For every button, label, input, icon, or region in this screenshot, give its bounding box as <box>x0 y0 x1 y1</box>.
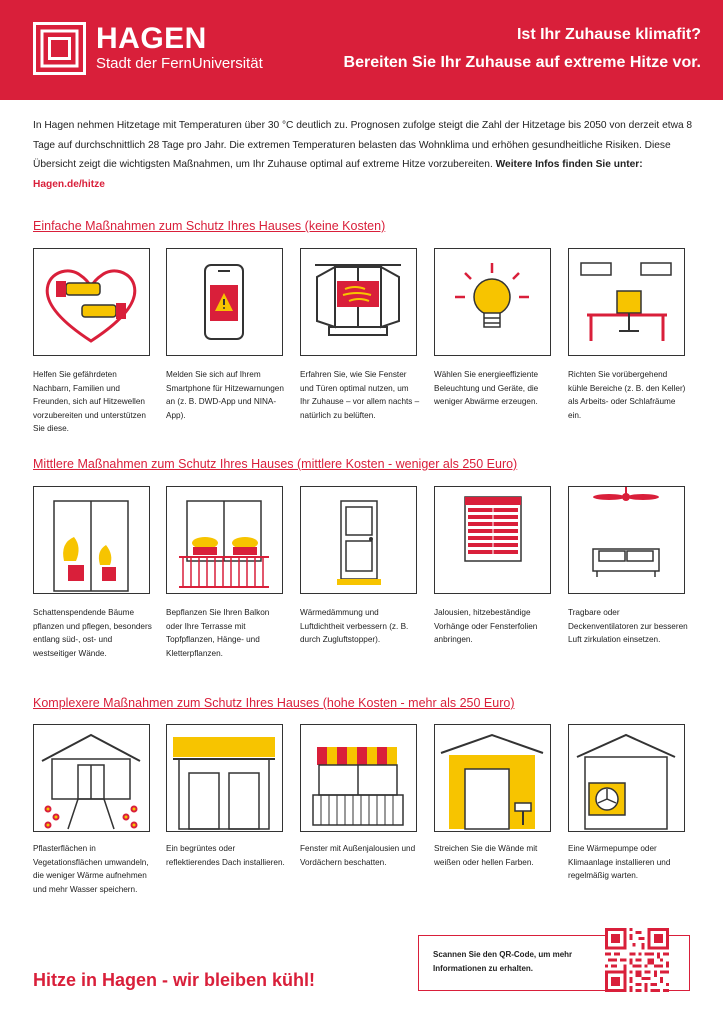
qr-text: Scannen Sie den QR-Code, um mehr Informationen zu erhalten. <box>433 950 573 973</box>
desc-heart-hands: Helfen Sie gefährdeten Nachbarn, Familien und Freunden, sich auf Hitzewellen vorzubereiten und unterstützen Sie diese. <box>33 370 146 433</box>
card-desk-chair <box>568 248 685 356</box>
door-insulation-icon <box>301 487 415 592</box>
card-window-airflow <box>300 248 417 356</box>
desc-ceiling-fan: Tragbare oder Deckenventilatoren zur besseren Luft zirkulation einsetzen. <box>568 608 688 644</box>
section-title-medium: Mittlere Maßnahmen zum Schutz Ihres Hauses (mittlere Kosten - weniger als 250 Euro) <box>33 457 518 471</box>
heart-hands-icon <box>34 249 148 354</box>
intro-paragraph <box>33 116 693 194</box>
desk-chair-icon <box>569 249 683 354</box>
heat-pump-icon <box>569 725 683 830</box>
desc-heat-pump: Eine Wärmepumpe oder Klimaanlage installieren und regelmäßig warten. <box>568 844 671 880</box>
intro-text: In Hagen nehmen Hitzetage mit Temperaturen über 30 °C deutlich zu. Prognosen zufolge steigt die Zahl der Hitzetage bis 2050 von derzeit etwa 8 Tage auf durchschnittlich 28 Tage pro Jahr. Die extremen Temperaturen belasten das Wohnklima und erhöhen gesundheitliche Risiken. Diese Übersicht zeigt die wichtigsten Maßnahmen, um Ihr Zuhause optimal auf extreme Hitze vorzubereiten. <box>33 120 693 170</box>
info-link[interactable]: Hagen.de/hitze <box>33 178 105 190</box>
desc-balcony-plants: Bepflanzen Sie Ihren Balkon oder Ihre Terrasse mit Topfpflanzen, Hänge- und Kletterpflanzen. <box>166 608 270 658</box>
brand-name: HAGEN <box>96 22 207 55</box>
desc-smartphone: Melden Sie sich auf Ihrem Smartphone für Hitzewarnungen an (z. B. DWD-App und NINA-App). <box>166 370 284 420</box>
awning-shutters-icon <box>301 725 415 830</box>
card-door-insulation <box>300 486 417 594</box>
intro-more-label: Weitere Infos finden Sie unter: <box>495 159 643 170</box>
card-ceiling-fan <box>568 486 685 594</box>
qr-box <box>418 935 690 991</box>
brand-subtitle: Stadt der FernUniversität <box>96 55 263 72</box>
qr-code-icon[interactable] <box>605 928 669 992</box>
card-window-blinds <box>434 486 551 594</box>
header-slogan: Bereiten Sie Ihr Zuhause auf extreme Hitze vor. <box>343 54 701 71</box>
desc-paint-roller: Streichen Sie die Wände mit weißen oder hellen Farben. <box>434 844 538 867</box>
card-balcony-plants <box>166 486 283 594</box>
section-title-simple: Einfache Maßnahmen zum Schutz Ihres Hauses (keine Kosten) <box>33 219 386 233</box>
hagen-logo-icon <box>33 22 86 75</box>
window-airflow-icon <box>301 249 415 354</box>
desc-window-blinds: Jalousien, hitzebeständige Vorhänge oder Fensterfolien anbringen. <box>434 608 538 644</box>
card-smartphone <box>166 248 283 356</box>
card-awning <box>300 724 417 832</box>
desc-green-roof: Ein begrüntes oder reflektierendes Dach installieren. <box>166 844 285 867</box>
card-potted-trees <box>33 486 150 594</box>
card-paint-roller <box>434 724 551 832</box>
window-blinds-icon <box>435 487 549 592</box>
balcony-plants-icon <box>167 487 281 592</box>
paint-roller-wall-icon <box>435 725 549 830</box>
card-light-bulb <box>434 248 551 356</box>
card-heart-hands <box>33 248 150 356</box>
desc-door-insulation: Wärmedämmung und Luftdichtheit verbessern (z. B. durch Zugluftstopper). <box>300 608 409 644</box>
card-house-garden <box>33 724 150 832</box>
light-bulb-icon <box>435 249 549 354</box>
potted-trees-icon <box>34 487 148 592</box>
desc-potted-trees: Schattenspendende Bäume pflanzen und pflegen, besonders entlang süd-, ost- und westseitiger Wände. <box>33 608 152 658</box>
desc-awning: Fenster mit Außenjalousien und Vordächern beschatten. <box>300 844 416 867</box>
desc-light-bulb: Wählen Sie energieeffiziente Beleuchtung und Geräte, die weniger Abwärme erzeugen. <box>434 370 539 406</box>
smartphone-warning-icon <box>167 249 281 354</box>
green-roof-icon <box>167 725 281 830</box>
footer-slogan: Hitze in Hagen - wir bleiben kühl! <box>33 970 316 990</box>
card-green-roof <box>166 724 283 832</box>
house-garden-path-icon <box>34 725 148 830</box>
header-banner <box>0 0 723 100</box>
card-heat-pump <box>568 724 685 832</box>
desc-window-airflow: Erfahren Sie, wie Sie Fenster und Türen optimal nutzen, um Ihr Zuhause – vor allem nachts – natürlich zu belüften. <box>300 370 420 420</box>
ceiling-fan-sofa-icon <box>569 487 683 592</box>
desc-house-garden: Pflasterflächen in Vegetationsflächen umwandeln, die weniger Wärme aufnehmen und mehr Wasser speichern. <box>33 844 149 894</box>
section-title-complex: Komplexere Maßnahmen zum Schutz Ihres Hauses (hohe Kosten - mehr als 250 Euro) <box>33 696 515 710</box>
desc-desk-chair: Richten Sie vorübergehend kühle Bereiche (z. B. den Keller) als Arbeits- oder Schlafräume ein. <box>568 370 686 420</box>
header-question: Ist Ihr Zuhause klimafit? <box>516 26 701 43</box>
